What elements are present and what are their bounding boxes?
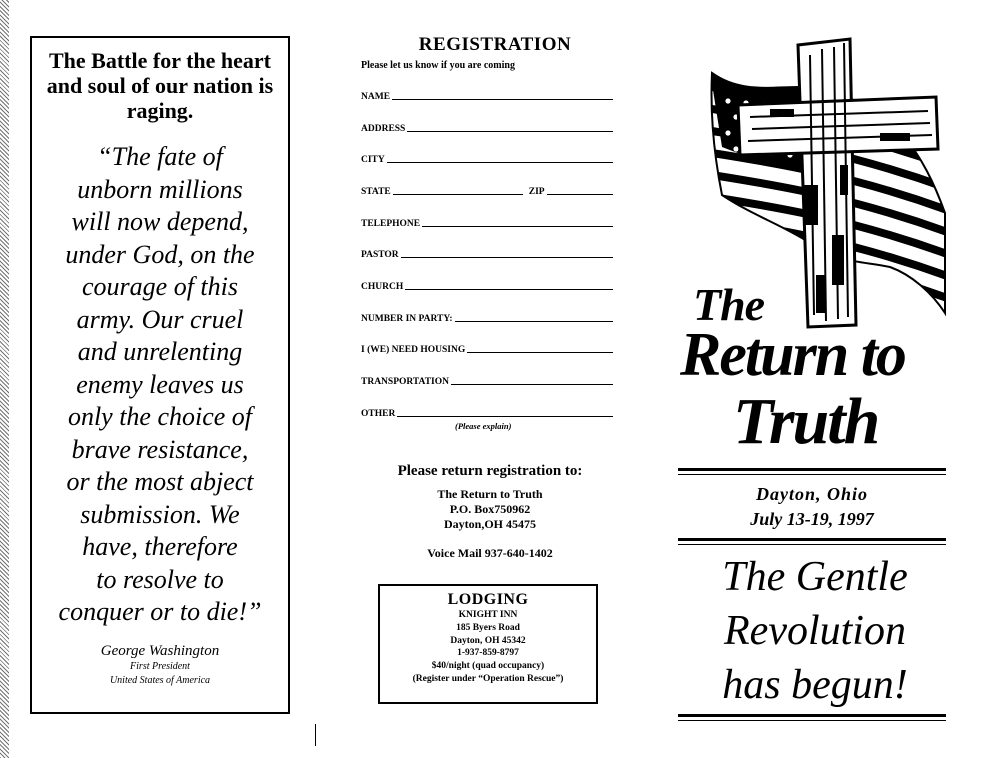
name-field[interactable] [361,88,613,102]
quote-line: have, therefore [82,532,238,561]
quote-line: or the most abject [66,467,254,496]
state-label: STATE [361,187,391,197]
state-line[interactable] [393,194,523,195]
lodging-name: KNIGHT INN [458,610,518,620]
tagline-line: Revolution [724,608,906,654]
quote-line: submission. We [80,499,240,529]
quote-line: enemy leaves us [76,369,244,399]
scan-edge [0,0,9,758]
lodging-note: (Register under “Operation Rescue”) [412,673,564,684]
cover-title-return: Return to [680,321,905,389]
quote-line: will now depend, [71,207,249,236]
quote-line: conquer or to die!” [58,597,262,626]
telephone-field[interactable] [361,215,613,229]
address-label: ADDRESS [361,124,406,134]
washington-quote [40,141,280,629]
church-label: CHURCH [361,282,404,292]
quote-line: “The fate of [97,142,223,171]
city-line[interactable] [387,162,613,163]
address-field[interactable] [361,120,613,134]
lodging-phone: 1-937-859-8797 [457,648,519,659]
housing-line[interactable] [467,352,613,353]
top-rule-thick [678,468,946,471]
pastor-label: PASTOR [361,250,399,260]
transportation-field[interactable] [361,373,613,387]
event-dates: July 13-19, 1997 [750,509,874,529]
transportation-label: TRANSPORTATION [361,377,449,387]
tagline-line: The Gentle [722,554,908,600]
party-number-line[interactable] [455,321,613,322]
quote-line: only the choice of [67,402,253,431]
other-explain-note: (Please explain) [455,421,512,431]
author-country: United States of America [109,674,211,686]
housing-label: I (WE) NEED HOUSING [361,345,466,355]
bottom-rule-thick [678,714,946,717]
tagline-line: has begun! [722,662,908,708]
pastor-field[interactable] [361,246,613,260]
return-po-box: P.O. Box750962 [449,502,531,516]
washington-quote-box [30,36,290,714]
other-field[interactable] [361,405,613,419]
other-label: OTHER [361,409,396,419]
fold-mark [315,724,316,746]
quote-line: army. Our cruel [76,304,244,334]
transportation-line[interactable] [451,384,613,385]
address-line[interactable] [407,131,613,132]
quote-line: to resolve to [96,564,224,594]
name-line[interactable] [392,99,613,100]
quote-line: and unrelenting [77,337,243,366]
return-heading: Please return registration to: [397,463,583,479]
church-field[interactable] [361,278,613,292]
quote-author: George Washington [100,642,220,659]
voicemail-number: Voice Mail 937-640-1402 [427,546,553,560]
return-city: Dayton,OH 45475 [443,517,536,531]
church-line[interactable] [405,289,613,290]
other-line[interactable] [397,416,613,417]
cover-title-the: The [693,279,765,330]
zip-line[interactable] [547,194,613,195]
party-number-label: NUMBER IN PARTY: [361,314,453,324]
quote-line: brave resistance, [71,434,249,464]
pastor-line[interactable] [401,257,613,258]
zip-label: ZIP [528,187,545,197]
lodging-street: 185 Byers Road [456,622,520,633]
battle-headline: The Battle for the heart and soul of our nation is raging. [46,48,274,123]
gentle-revolution-tagline [690,550,940,712]
registration-subtitle: Please let us know if you are coming [361,60,515,71]
lodging-title: LODGING [447,591,529,608]
city-label: CITY [361,155,385,165]
quote-line: under God, on the [65,239,255,269]
return-address [350,487,630,532]
state-zip-field[interactable] [361,183,613,197]
telephone-line[interactable] [422,226,613,227]
author-title: First President [130,660,190,672]
housing-field[interactable] [361,341,613,355]
city-field[interactable] [361,151,613,165]
lodging-rate: $40/night (quad occupancy) [431,661,545,672]
lodging-city: Dayton, OH 45342 [450,635,526,646]
mid-rule-thin [678,544,946,545]
telephone-label: TELEPHONE [361,219,421,229]
quote-line: courage of this [82,272,238,301]
name-label: NAME [361,92,391,102]
bottom-rule-thin [678,720,946,721]
cover-title-truth: Truth [733,385,879,458]
registration-title: REGISTRATION [418,34,572,55]
quote-line: unborn millions [77,174,243,204]
mid-rule-thick [678,538,946,541]
lodging-box [378,584,598,704]
return-name: The Return to Truth [437,487,543,501]
event-city: Dayton, Ohio [755,484,868,504]
top-rule-thin [678,474,946,475]
party-number-field[interactable] [361,310,613,324]
